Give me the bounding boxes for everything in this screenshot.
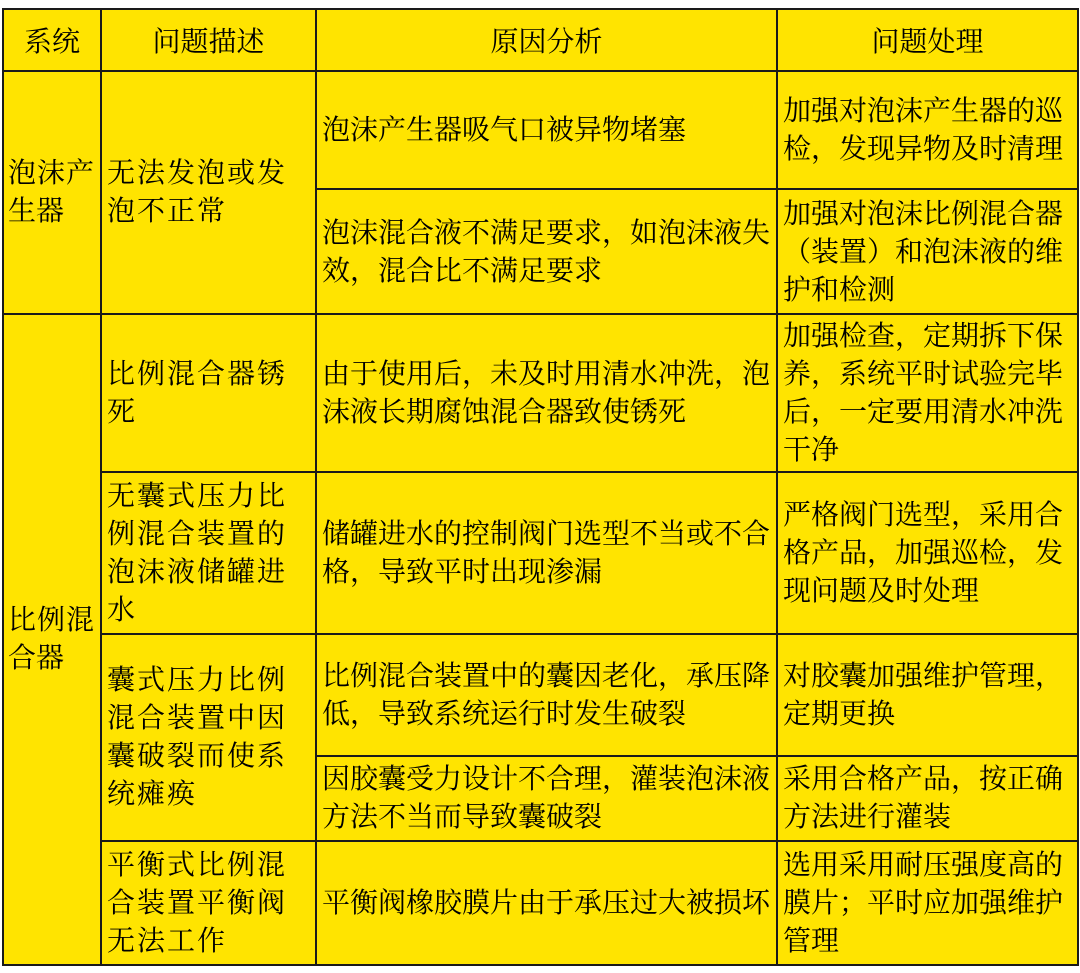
system-name: 泡沫产生器 — [8, 156, 94, 228]
header-description: 问题描述 — [101, 9, 316, 71]
cause-cell: 由于使用后，未及时用清水冲洗，泡沫液长期腐蚀混合器致使锈死 — [316, 314, 777, 473]
solution-cell: 严格阀门选型，采用合格产品，加强巡检，发现问题及时处理 — [777, 472, 1078, 634]
description-cell: 无囊式压力比例混合装置的泡沫液储罐进水 — [101, 472, 316, 634]
table-row — [3, 841, 1078, 965]
description-cell: 平衡式比例混合装置平衡阀无法工作 — [101, 841, 316, 965]
table-row — [3, 71, 1078, 189]
solution-cell: 对胶囊加强维护管理，定期更换 — [777, 634, 1078, 755]
header-system: 系统 — [3, 9, 101, 71]
solution-cell: 采用合格产品，按正确方法进行灌装 — [777, 756, 1078, 841]
solution-cell: 加强对泡沫产生器的巡检，发现异物及时清理 — [777, 71, 1078, 189]
solution-cell: 加强检查，定期拆下保养，系统平时试验完毕后，一定要用清水冲洗干净 — [777, 314, 1078, 473]
fault-table — [2, 8, 1079, 966]
solution-cell: 选用采用耐压强度高的膜片；平时应加强维护管理 — [777, 841, 1078, 965]
description-cell: 比例混合器锈死 — [101, 314, 316, 473]
table-row — [3, 634, 1078, 755]
cause-cell: 泡沫混合液不满足要求，如泡沫液失效，混合比不满足要求 — [316, 189, 777, 313]
cause-cell: 平衡阀橡胶膜片由于承压过大被损坏 — [316, 841, 777, 965]
system-cell — [3, 314, 101, 965]
header-cause: 原因分析 — [316, 9, 777, 71]
description-cell: 囊式压力比例混合装置中因囊破裂而使系统瘫痪 — [101, 634, 316, 840]
system-name: 比例混合器 — [8, 603, 94, 675]
cause-cell: 比例混合装置中的囊因老化，承压降低，导致系统运行时发生破裂 — [316, 634, 777, 755]
description-cell: 无法发泡或发泡不正常 — [101, 71, 316, 314]
cause-cell: 因胶囊受力设计不合理，灌装泡沫液方法不当而导致囊破裂 — [316, 756, 777, 841]
cause-cell: 泡沫产生器吸气口被异物堵塞 — [316, 71, 777, 189]
table-row — [3, 472, 1078, 634]
system-cell — [3, 71, 101, 314]
table-row — [3, 314, 1078, 473]
header-row — [3, 9, 1078, 71]
solution-cell: 加强对泡沫比例混合器（装置）和泡沫液的维护和检测 — [777, 189, 1078, 313]
header-solution: 问题处理 — [777, 9, 1078, 71]
cause-cell: 储罐进水的控制阀门选型不当或不合格，导致平时出现渗漏 — [316, 472, 777, 634]
